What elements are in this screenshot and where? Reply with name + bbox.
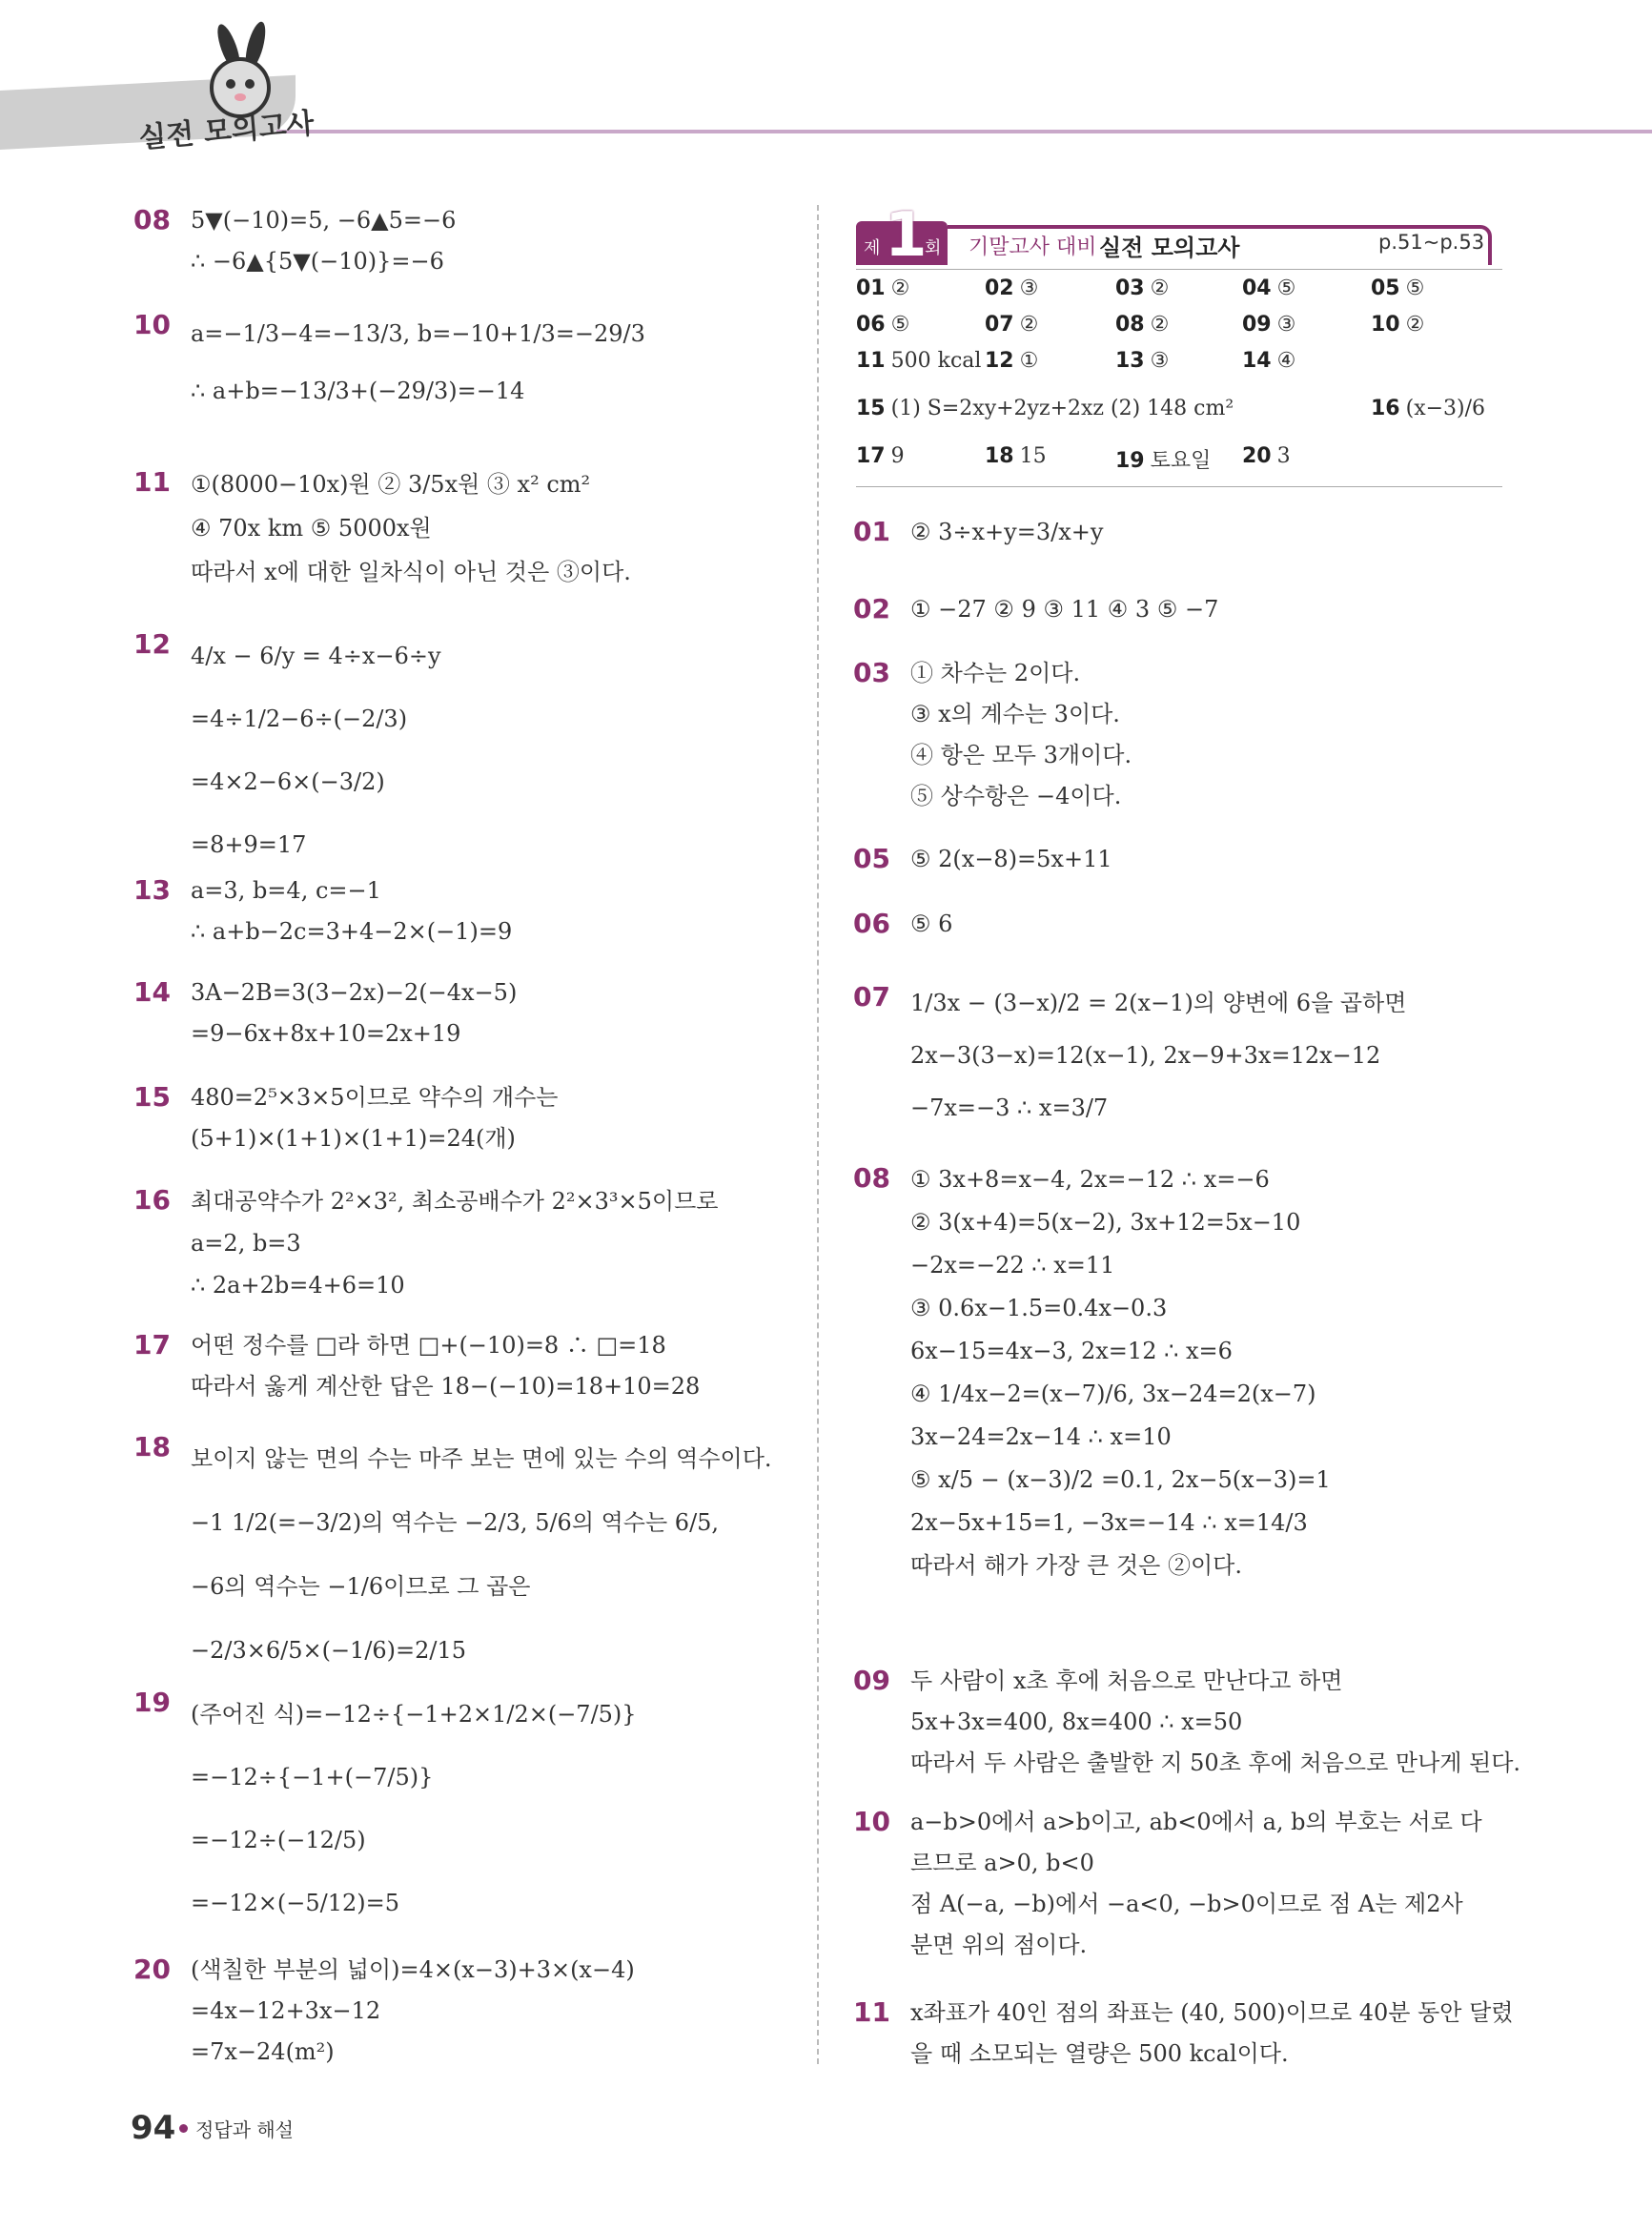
solution-line: ⑤ x/5 − (x−3)/2 =0.1, 2x−5(x−3)=1 (910, 1466, 1331, 1493)
answer-value: ⑤ (1276, 276, 1296, 300)
solution-block (910, 512, 1103, 553)
answer-value: 15 (1019, 444, 1047, 468)
solution-block (191, 870, 512, 952)
answer-cell (1115, 444, 1211, 474)
answer-value: ④ (1276, 349, 1296, 373)
solution-block (191, 1427, 772, 1683)
footer-bullet-icon (179, 2124, 188, 2133)
answer-number: 19 (1115, 449, 1145, 473)
column-divider (817, 205, 819, 2064)
answer-number: 20 (1242, 444, 1272, 468)
answer-cell (1115, 349, 1169, 373)
page-number: 94 (131, 2109, 176, 2147)
solution-line: 분면 위의 점이다. (910, 1932, 1088, 1958)
solution-line: =−12÷{−1+(−7/5)} (191, 1764, 434, 1790)
round-tab (856, 200, 948, 271)
problem-number: 01 (853, 516, 890, 547)
answer-number: 11 (856, 349, 886, 373)
round-suffix: 회 (925, 238, 942, 258)
solution-line: 4/x − 6/y = 4÷x−6÷y (191, 643, 441, 669)
solution-line: ⑤ 상수항은 −4이다. (910, 783, 1122, 809)
answer-number: 06 (856, 313, 886, 337)
answer-cell (1242, 276, 1295, 300)
answer-cell (985, 444, 1047, 468)
solution-line: 6x−15=4x−3, 2x=12 ∴ x=6 (910, 1338, 1233, 1364)
solution-block (910, 1802, 1482, 1966)
answer-value: 토요일 (1150, 449, 1212, 473)
answer-value: ③ (1276, 313, 1296, 337)
problem-number: 11 (853, 1996, 890, 2028)
answer-value: ③ (1019, 276, 1039, 300)
problem-number: 02 (853, 593, 890, 624)
solution-line: =4÷1/2−6÷(−2/3) (191, 706, 408, 732)
problem-number: 11 (133, 466, 171, 498)
round-prefix: 제 (864, 238, 881, 258)
problem-number: 17 (133, 1329, 171, 1361)
answer-box-header (856, 200, 1499, 271)
solution-line: 보이지 않는 면의 수는 마주 보는 면에 있는 수의 역수이다. (191, 1445, 772, 1472)
solution-block (191, 1180, 718, 1306)
answer-number: 07 (985, 313, 1014, 337)
box-title: 실전 모의고사 (1099, 235, 1240, 261)
solution-block (910, 653, 1132, 817)
answer-number: 01 (856, 276, 886, 300)
solution-line: ∴ −6▲{5▼(−10)}=−6 (191, 248, 444, 275)
box-pages: p.51~p.53 (1378, 231, 1485, 254)
solution-line: ③ x의 계수는 3이다. (910, 701, 1120, 727)
solution-line: 따라서 해가 가장 큰 것은 ②이다. (910, 1552, 1242, 1579)
solution-line: ② 3÷x+y=3/x+y (910, 519, 1104, 545)
solution-block (910, 904, 952, 945)
solution-line: a−b>0에서 a>b이고, ab<0에서 a, b의 부호는 서로 다 (910, 1809, 1482, 1835)
solution-block (191, 1325, 700, 1407)
answer-cell (985, 349, 1038, 373)
solution-line: a=2, b=3 (191, 1230, 301, 1257)
solution-line: x좌표가 40인 점의 좌표는 (40, 500)이므로 40분 동안 달렸 (910, 1999, 1514, 2026)
answer-value: ⑤ (1405, 276, 1425, 300)
solution-line: =7x−24(m²) (191, 2038, 335, 2065)
header-rule (276, 130, 1652, 133)
solution-line: 3x−24=2x−14 ∴ x=10 (910, 1423, 1172, 1450)
solution-block (910, 1661, 1520, 1784)
answer-value: ② (1405, 313, 1425, 337)
answer-value: ① (1019, 349, 1039, 373)
solution-line: =−12×(−5/12)=5 (191, 1890, 399, 1916)
solution-line: a=3, b=4, c=−1 (191, 877, 381, 904)
solution-line: (색칠한 부분의 넓이)=4×(x−3)+3×(x−4) (191, 1956, 635, 1983)
solution-block (191, 1950, 635, 2073)
answer-number: 10 (1371, 313, 1400, 337)
answer-number: 16 (1371, 397, 1400, 420)
solution-line: 따라서 두 사람은 출발한 지 50초 후에 처음으로 만나게 된다. (910, 1749, 1521, 1776)
problem-number: 07 (853, 981, 890, 1013)
answer-value: ⑤ (890, 313, 910, 337)
answer-cell (985, 276, 1038, 300)
problem-number: 09 (853, 1665, 890, 1696)
problem-number: 14 (133, 976, 171, 1008)
answer-number: 13 (1115, 349, 1145, 373)
solution-block (910, 1993, 1513, 2075)
answer-cell (856, 313, 909, 337)
solution-line: ∴ 2a+2b=4+6=10 (191, 1272, 405, 1299)
solution-line: 따라서 x에 대한 일차식이 아닌 것은 ③이다. (191, 559, 631, 585)
answer-cell (856, 444, 905, 468)
solution-line: =8+9=17 (191, 831, 307, 858)
answer-number: 09 (1242, 313, 1272, 337)
solution-block (191, 1077, 558, 1159)
solution-line: ① 차수는 2이다. (910, 660, 1081, 686)
solution-line: =4×2−6×(−3/2) (191, 768, 385, 795)
solution-line: (주어진 식)=−12÷{−1+2×1/2×(−7/5)} (191, 1701, 637, 1728)
solution-line: 5x+3x=400, 8x=400 ∴ x=50 (910, 1708, 1243, 1735)
answer-cell (856, 276, 909, 300)
solution-block (910, 1158, 1331, 1587)
solution-block (910, 589, 1218, 630)
answer-cell (1242, 444, 1291, 468)
answer-value: ③ (1150, 349, 1170, 373)
solution-line: 두 사람이 x초 후에 처음으로 만난다고 하면 (910, 1667, 1343, 1694)
box-subtitle: 기말고사 대비 (969, 235, 1097, 259)
answer-value: (1) S=2xy+2yz+2xz (2) 148 cm² (890, 397, 1234, 420)
solution-line: 최대공약수가 2²×3², 최소공배수가 2²×3³×5이므로 (191, 1188, 719, 1215)
solution-line: 480=2⁵×3×5이므로 약수의 개수는 (191, 1084, 559, 1111)
problem-number: 08 (853, 1162, 890, 1194)
solution-line: 점 A(−a, −b)에서 −a<0, −b>0이므로 점 A는 제2사 (910, 1891, 1463, 1917)
solution-line: ③ 0.6x−1.5=0.4x−0.3 (910, 1295, 1168, 1321)
answer-cell (1242, 313, 1295, 337)
answer-value: ② (890, 276, 910, 300)
answer-value: 500 kcal (890, 349, 982, 373)
solution-line: −2/3×6/5×(−1/6)=2/15 (191, 1637, 467, 1664)
solution-line: 2x−5x+15=1, −3x=−14 ∴ x=14/3 (910, 1509, 1308, 1536)
footer-text: 정답과 해설 (195, 2118, 294, 2141)
problem-number: 15 (133, 1081, 171, 1113)
answer-number: 15 (856, 397, 886, 420)
solution-line: 5▼(−10)=5, −6▲5=−6 (191, 207, 457, 234)
answer-value: ② (1150, 276, 1170, 300)
answer-cell (985, 313, 1038, 337)
solution-block (910, 977, 1406, 1135)
solution-line: ① −27 ② 9 ③ 11 ④ 3 ⑤ −7 (910, 596, 1219, 623)
problem-number: 19 (133, 1687, 171, 1718)
answer-number: 14 (1242, 349, 1272, 373)
solution-block (191, 305, 645, 419)
solution-line: ④ 항은 모두 3개이다. (910, 742, 1132, 768)
problem-number: 06 (853, 908, 890, 939)
answer-cell (1371, 276, 1424, 300)
answer-value: 9 (890, 444, 905, 468)
solution-line: 르므로 a>0, b<0 (910, 1850, 1094, 1876)
solution-line: −6의 역수는 −1/6이므로 그 곱은 (191, 1573, 531, 1600)
solution-line: a=−1/3−4=−13/3, b=−10+1/3=−29/3 (191, 320, 645, 347)
solution-block (191, 462, 631, 594)
round-number: 1 (885, 200, 928, 271)
solution-line: ④ 70x km ⑤ 5000x원 (191, 515, 432, 542)
solution-line: ④ 1/4x−2=(x−7)/6, 3x−24=2(x−7) (910, 1381, 1316, 1407)
solution-line: ① 3x+8=x−4, 2x=−12 ∴ x=−6 (910, 1166, 1270, 1193)
solution-line: =9−6x+8x+10=2x+19 (191, 1020, 461, 1047)
solution-line: 2x−3(3−x)=12(x−1), 2x−9+3x=12x−12 (910, 1042, 1381, 1069)
answer-cell (1115, 313, 1169, 337)
answer-value: (x−3)/6 (1405, 397, 1486, 420)
solution-line: ∴ a+b−2c=3+4−2×(−1)=9 (191, 918, 513, 945)
answer-cell (1371, 397, 1485, 420)
solution-line: ⑤ 6 (910, 910, 953, 937)
solution-block (191, 200, 456, 282)
answer-cell (1242, 349, 1295, 373)
answer-cell (856, 397, 1234, 420)
solution-line: ⑤ 2(x−8)=5x+11 (910, 846, 1112, 872)
problem-number: 16 (133, 1184, 171, 1216)
problem-number: 10 (853, 1806, 890, 1837)
answer-cell (856, 349, 981, 373)
solution-block (910, 839, 1112, 880)
solution-line: =4x−12+3x−12 (191, 1997, 381, 2024)
solution-line: ∴ a+b=−13/3+(−29/3)=−14 (191, 378, 525, 404)
solution-line: 3A−2B=3(3−2x)−2(−4x−5) (191, 979, 518, 1006)
problem-number: 12 (133, 628, 171, 660)
solution-block (191, 972, 517, 1054)
solution-line: 어떤 정수를 □라 하면 □+(−10)=8 ∴ □=18 (191, 1332, 666, 1359)
answer-number: 18 (985, 444, 1014, 468)
answer-number: 05 (1371, 276, 1400, 300)
solution-line: −2x=−22 ∴ x=11 (910, 1252, 1115, 1279)
problem-number: 20 (133, 1954, 171, 1985)
problem-number: 10 (133, 309, 171, 340)
answer-number: 03 (1115, 276, 1145, 300)
answer-number: 02 (985, 276, 1014, 300)
solution-block (191, 624, 441, 876)
answer-value: ② (1019, 313, 1039, 337)
answer-grid-top-rule (856, 269, 1502, 270)
answer-cell (1115, 276, 1169, 300)
problem-number: 18 (133, 1431, 171, 1463)
solution-line: −7x=−3 ∴ x=3/7 (910, 1095, 1109, 1121)
solution-line: =−12÷(−12/5) (191, 1827, 366, 1853)
solution-line: 을 때 소모되는 열량은 500 kcal이다. (910, 2040, 1289, 2067)
answer-value: 3 (1276, 444, 1291, 468)
answer-number: 04 (1242, 276, 1272, 300)
header-title: 실전 모의고사 (137, 107, 316, 155)
answer-cell (1371, 313, 1424, 337)
problem-number: 05 (853, 843, 890, 874)
solution-line: (5+1)×(1+1)×(1+1)=24(개) (191, 1125, 516, 1152)
answer-value: ② (1150, 313, 1170, 337)
solution-block (191, 1683, 637, 1934)
problem-number: 03 (853, 657, 890, 688)
solution-line: ② 3(x+4)=5(x−2), 3x+12=5x−10 (910, 1209, 1301, 1236)
answer-number: 12 (985, 349, 1014, 373)
problem-number: 13 (133, 874, 171, 906)
answer-number: 17 (856, 444, 886, 468)
answer-number: 08 (1115, 313, 1145, 337)
solution-line: 따라서 옳게 계산한 답은 18−(−10)=18+10=28 (191, 1373, 701, 1400)
problem-number: 08 (133, 204, 171, 235)
answer-grid-bottom-rule (856, 486, 1502, 487)
solution-line: ①(8000−10x)원 ② 3/5x원 ③ x² cm² (191, 471, 591, 498)
solution-line: −1 1/2(=−3/2)의 역수는 −2/3, 5/6의 역수는 6/5, (191, 1509, 720, 1536)
solution-line: 1/3x − (3−x)/2 = 2(x−1)의 양변에 6을 곱하면 (910, 990, 1407, 1016)
